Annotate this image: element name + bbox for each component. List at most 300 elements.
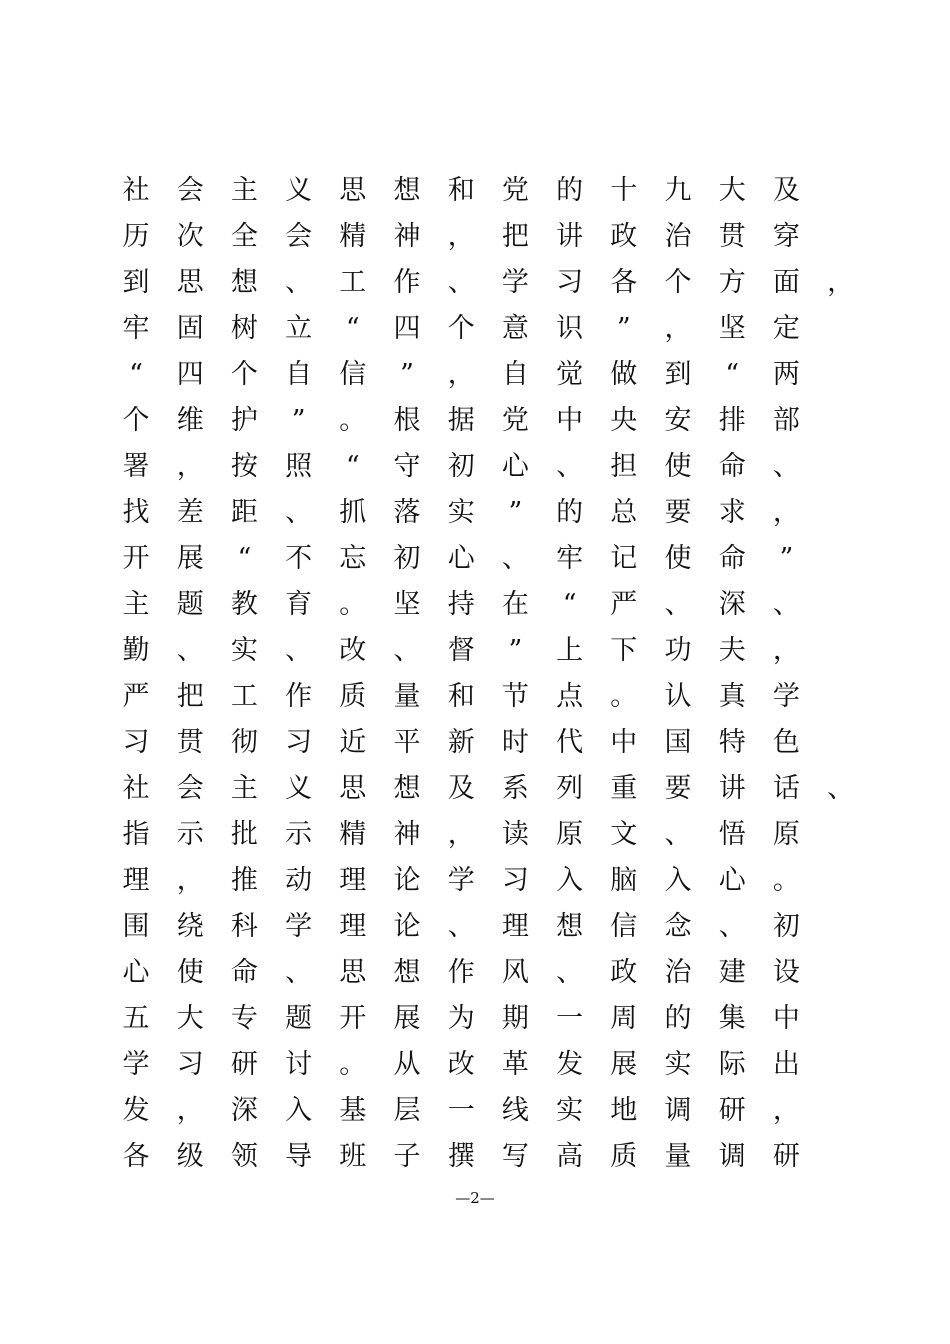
text-character: 神 [393,819,421,850]
text-character: 认 [664,681,692,712]
text-character: 照 [285,451,313,482]
text-character: 坚 [718,313,746,344]
text-character: 担 [610,451,638,482]
text-character: 发 [122,1095,150,1126]
text-character: 大 [176,1003,204,1034]
text-character: 排 [718,405,746,436]
text-character: 根 [393,405,421,436]
text-character: 原 [556,819,584,850]
text-character: 新 [447,727,475,758]
text-character: 习 [176,1049,204,1080]
text-character: 线 [501,1095,529,1126]
text-character: 子 [393,1141,421,1172]
text-character: 两 [772,359,800,390]
text-character: 距 [230,497,258,528]
text-character: 层 [393,1095,421,1126]
text-character: 在 [501,589,529,620]
text-line [0,306,950,352]
text-line [0,996,950,1042]
text-character: 理 [339,911,367,942]
text-line [0,766,950,812]
text-character: 从 [393,1049,421,1080]
text-character: 部 [772,405,800,436]
text-line [0,536,950,582]
text-character: ” [400,359,414,390]
text-character: 找 [122,497,150,528]
text-character: 地 [610,1095,638,1126]
text-character: 贯 [176,727,204,758]
text-character: 督 [447,635,475,666]
text-character: ， [772,635,800,666]
text-character: 示 [176,819,204,850]
text-character: 想 [230,267,258,298]
text-line [0,720,950,766]
text-character: “ [129,359,143,390]
text-character: 际 [718,1049,746,1080]
text-line [0,812,950,858]
text-character: ， [176,451,204,482]
text-character: 、 [285,957,313,988]
text-character: 作 [285,681,313,712]
text-character: 个 [122,405,150,436]
text-character: 彻 [230,727,258,758]
text-character: 入 [556,865,584,896]
text-character: 读 [501,819,529,850]
text-character: 命 [718,543,746,574]
text-character: 习 [556,267,584,298]
text-character: 入 [285,1095,313,1126]
text-character: 、 [285,635,313,666]
text-character: 心 [447,543,475,574]
text-character: 改 [447,1049,475,1080]
text-character: 义 [285,773,313,804]
text-character: 学 [772,681,800,712]
text-character: 质 [610,1141,638,1172]
text-character: “ [725,359,740,390]
text-character: 动 [285,865,313,896]
text-character: 话 [772,773,800,804]
text-character: 思 [339,957,367,988]
text-character: 央 [610,405,638,436]
text-character: 守 [393,451,421,482]
text-character: 写 [501,1141,529,1172]
text-character: 使 [664,451,692,482]
text-character: 署 [122,451,150,482]
text-character: 理 [501,911,529,942]
text-character: 深 [230,1095,258,1126]
text-character: 持 [447,589,475,620]
text-character: 研 [230,1049,258,1080]
text-character: 级 [176,1141,204,1172]
text-character: 、 [447,267,475,298]
text-character: 时 [501,727,529,758]
text-line [0,674,950,720]
text-character: 历 [122,221,150,252]
text-character: 出 [772,1049,800,1080]
text-character: 周 [610,1003,638,1034]
text-character: 深 [718,589,746,620]
text-character: 习 [122,727,150,758]
text-character: 讲 [556,221,584,252]
text-character: 的 [556,497,584,528]
text-character: 导 [285,1141,313,1172]
text-character: 把 [501,221,529,252]
text-character: 忘 [339,543,367,574]
text-character: 文 [610,819,638,850]
text-character: ， [176,865,204,896]
text-character: 、 [664,819,692,850]
text-character: 。 [610,681,638,712]
text-character: 推 [230,865,258,896]
text-character: 念 [664,911,692,942]
text-character: 严 [610,589,638,620]
text-line [0,1042,950,1088]
text-character: 展 [176,543,204,574]
text-character: 、 [772,589,800,620]
text-character: 会 [176,175,204,206]
text-character: 领 [230,1141,258,1172]
text-character: 功 [664,635,692,666]
text-character: 主 [122,589,150,620]
text-character: 实 [556,1095,584,1126]
text-character: 中 [556,405,584,436]
text-character: 设 [772,957,800,988]
text-character: 、 [285,267,313,298]
text-character: 高 [556,1141,584,1172]
text-character: ” [291,405,306,436]
text-character: 主 [230,773,258,804]
text-character: 精 [339,819,367,850]
text-character: 全 [230,221,258,252]
text-character: 研 [772,1141,800,1172]
text-character: 及 [772,175,800,206]
text-character: 脑 [610,865,638,896]
text-character: 真 [718,681,746,712]
text-character: 各 [122,1141,150,1172]
text-character: 夫 [718,635,746,666]
text-character: 四 [393,313,421,344]
text-character: 次 [176,221,204,252]
text-line [0,1088,950,1134]
text-character: 系 [501,773,529,804]
text-character: 命 [230,957,258,988]
text-character: 。 [339,589,367,620]
text-character: 工 [230,681,258,712]
text-line [0,1134,950,1180]
text-character: 学 [447,865,475,896]
text-character: 作 [393,267,421,298]
text-character: 心 [122,957,150,988]
text-character: ， [827,267,855,298]
text-character: 近 [339,727,367,758]
text-character: 党 [501,405,529,436]
text-character: 、 [176,635,204,666]
text-character: 特 [718,727,746,758]
text-character: 意 [501,313,529,344]
text-character: 自 [285,359,313,390]
text-character: 使 [664,543,692,574]
text-character: 量 [664,1141,692,1172]
text-character: 信 [610,911,638,942]
text-character: 。 [772,865,800,896]
text-character: 上 [556,635,584,666]
text-character: 安 [664,405,692,436]
page-number: —2— [455,1189,495,1207]
text-character: 一 [556,1003,584,1034]
text-character: 不 [285,543,313,574]
text-character: 平 [393,727,421,758]
text-character: 和 [447,681,475,712]
text-character: 撰 [447,1141,475,1172]
text-character: 围 [122,911,150,942]
text-line [0,858,950,904]
text-character: 到 [664,359,692,390]
text-line [0,582,950,628]
text-character: 展 [610,1049,638,1080]
text-character: 面 [772,267,800,298]
text-character: 期 [501,1003,529,1034]
text-character: 实 [447,497,475,528]
text-character: ” [508,497,523,528]
text-character: 色 [772,727,800,758]
text-character: 、 [285,497,313,528]
text-character: 神 [393,221,421,252]
text-line [0,352,950,398]
text-character: 按 [230,451,258,482]
text-character: 开 [339,1003,367,1034]
text-character: 指 [122,819,150,850]
text-character: 四 [176,359,204,390]
text-character: 题 [176,589,204,620]
text-character: 开 [122,543,150,574]
text-character: 习 [285,727,313,758]
text-character: 会 [285,221,313,252]
text-character: 社 [122,773,150,804]
text-character: 量 [393,681,421,712]
text-character: 研 [718,1095,746,1126]
text-character: 到 [122,267,150,298]
text-character: 题 [285,1003,313,1034]
text-character: 牢 [556,543,584,574]
text-character: 的 [556,175,584,206]
text-character: 调 [718,1141,746,1172]
text-character: ， [772,1095,800,1126]
text-character: 治 [664,221,692,252]
text-character: 下 [610,635,638,666]
text-character: 讲 [718,773,746,804]
text-character: 要 [664,497,692,528]
text-character: 九 [664,175,692,206]
text-line [0,904,950,950]
text-character: 绕 [176,911,204,942]
text-character: 实 [664,1049,692,1080]
text-character: 中 [772,1003,800,1034]
text-character: 调 [664,1095,692,1126]
text-character: 护 [230,405,258,436]
text-character: 差 [176,497,204,528]
text-character: 、 [501,543,529,574]
text-character: 实 [230,635,258,666]
text-character: 总 [610,497,638,528]
text-character: 思 [339,175,367,206]
text-character: 识 [556,313,584,344]
text-character: 节 [501,681,529,712]
text-character: 维 [176,405,204,436]
text-character: 治 [664,957,692,988]
text-character: 原 [772,819,800,850]
text-character: 点 [556,681,584,712]
text-character: 论 [393,865,421,896]
text-character: 育 [285,589,313,620]
text-character: 初 [393,543,421,574]
text-character: 学 [285,911,313,942]
text-line [0,490,950,536]
text-character: 理 [122,865,150,896]
text-character: 入 [664,865,692,896]
text-character: 国 [664,727,692,758]
text-character: 要 [664,773,692,804]
text-character: 会 [176,773,204,804]
text-character: ， [664,313,692,344]
text-character: 自 [501,359,529,390]
text-character: 作 [447,957,475,988]
text-character: 一 [447,1095,475,1126]
text-character: 想 [393,957,421,988]
text-character: ， [447,359,475,390]
text-character: 想 [393,175,421,206]
text-character: 义 [285,175,313,206]
text-character: 思 [339,773,367,804]
text-character: 各 [610,267,638,298]
text-character: “ [562,589,577,620]
text-character: 的 [664,1003,692,1034]
text-line [0,950,950,996]
text-character: 、 [393,635,421,666]
text-character: 论 [393,911,421,942]
text-character: 树 [230,313,258,344]
text-character: 工 [339,267,367,298]
text-character: 据 [447,405,475,436]
text-character: “ [345,313,360,344]
text-character: 定 [772,313,800,344]
text-character: 学 [122,1049,150,1080]
text-character: 政 [610,221,638,252]
text-character: 牢 [122,313,150,344]
text-character: ， [447,819,475,850]
text-character: ， [176,1095,204,1126]
text-character: 理 [339,865,367,896]
text-character: 个 [230,359,258,390]
text-character: 发 [556,1049,584,1080]
text-character: 代 [556,727,584,758]
text-character: ” [508,635,523,666]
text-character: “ [237,543,252,574]
text-character: 建 [718,957,746,988]
text-character: 。 [339,405,367,436]
text-character: ， [447,221,475,252]
text-character: 讨 [285,1049,313,1080]
text-character: 落 [393,497,421,528]
text-character: 想 [393,773,421,804]
text-character: 严 [122,681,150,712]
text-character: 觉 [556,359,584,390]
text-character: 个 [447,313,475,344]
text-character: 做 [610,359,638,390]
text-character: 质 [339,681,367,712]
text-character: 批 [230,819,258,850]
text-character: 和 [447,175,475,206]
text-character: 教 [230,589,258,620]
text-line [0,398,950,444]
text-character: 革 [501,1049,529,1080]
text-character: 把 [176,681,204,712]
text-character: 列 [556,773,584,804]
text-line [0,168,950,214]
text-character: 党 [501,175,529,206]
text-character: 勤 [122,635,150,666]
text-character: 求 [718,497,746,528]
text-character: 、 [827,773,855,804]
text-character: 使 [176,957,204,988]
text-character: 班 [339,1141,367,1172]
text-character: 想 [556,911,584,942]
text-character: 政 [610,957,638,988]
text-character: 思 [176,267,204,298]
text-character: 社 [122,175,150,206]
text-character: 中 [610,727,638,758]
text-character: 十 [610,175,638,206]
text-character: 示 [285,819,313,850]
text-character: ” [779,543,794,574]
text-character: 贯 [718,221,746,252]
text-character: 改 [339,635,367,666]
text-character: 心 [501,451,529,482]
text-character: 心 [718,865,746,896]
text-character: 初 [447,451,475,482]
text-character: 集 [718,1003,746,1034]
text-character: 主 [230,175,258,206]
text-character: 、 [664,589,692,620]
text-character: 习 [501,865,529,896]
text-character: 专 [230,1003,258,1034]
text-character: 五 [122,1003,150,1034]
text-character: 学 [501,267,529,298]
text-character: 重 [610,773,638,804]
text-character: 、 [556,451,584,482]
text-character: 命 [718,451,746,482]
text-character: 、 [718,911,746,942]
text-character: 方 [718,267,746,298]
text-character: 、 [772,451,800,482]
text-character: 坚 [393,589,421,620]
text-character: ， [772,497,800,528]
text-character: 抓 [339,497,367,528]
text-character: 、 [447,911,475,942]
text-character: 初 [772,911,800,942]
text-character: 基 [339,1095,367,1126]
text-character: 信 [339,359,367,390]
text-character: 展 [393,1003,421,1034]
text-character: 风 [501,957,529,988]
text-character: 立 [285,313,313,344]
text-character: 穿 [772,221,800,252]
text-character: 及 [447,773,475,804]
text-character: 大 [718,175,746,206]
text-character: 记 [610,543,638,574]
text-line [0,214,950,260]
text-character: “ [345,451,360,482]
text-character: 个 [664,267,692,298]
